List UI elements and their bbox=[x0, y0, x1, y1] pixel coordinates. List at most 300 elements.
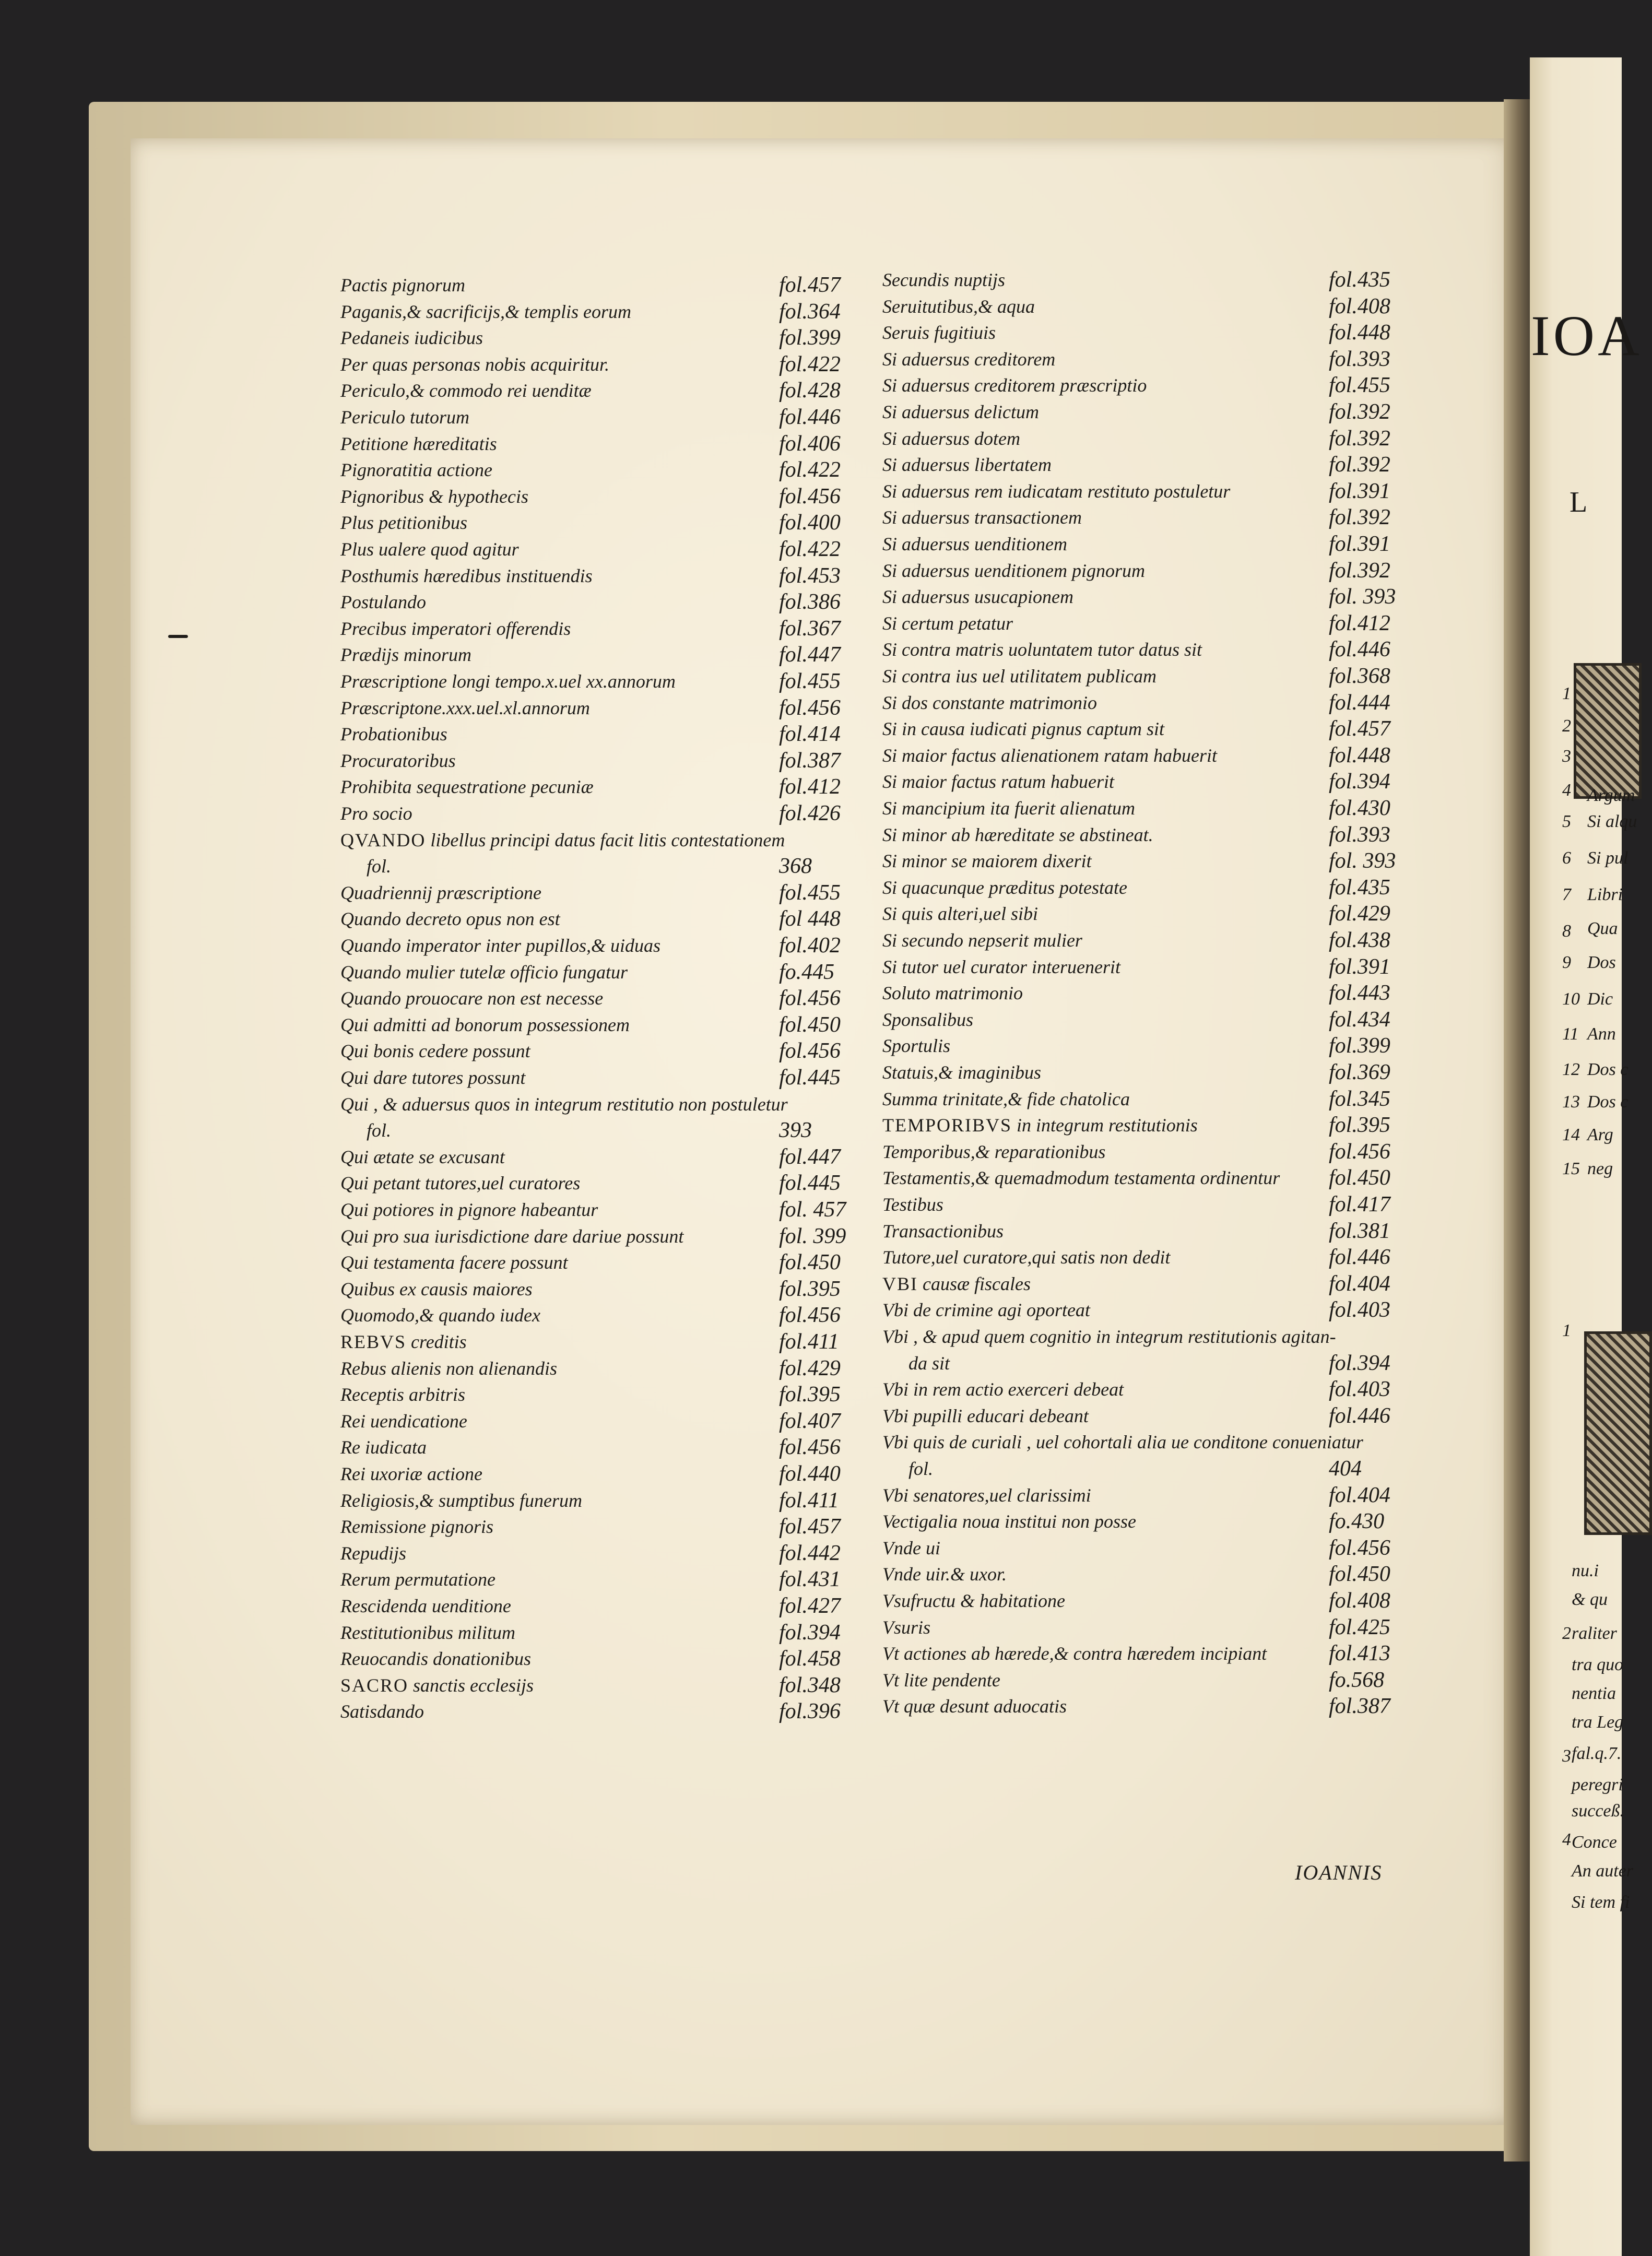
folio-reference: fol.394 bbox=[1329, 770, 1390, 794]
margin-number: 5 bbox=[1562, 812, 1571, 831]
index-entry bbox=[340, 590, 426, 613]
folio-reference: fol.367 bbox=[779, 616, 841, 641]
entry-title: Qui admitti ad bonorum possessionem bbox=[340, 1014, 630, 1035]
facing-page-text: Argum bbox=[1587, 786, 1635, 805]
index-entry bbox=[882, 1589, 1065, 1612]
entry-title: Qui pro sua iurisdictione dare dariue possunt bbox=[340, 1225, 684, 1247]
index-entry bbox=[340, 1198, 598, 1221]
entry-title: Si minor se maiorem dixerit bbox=[882, 851, 1092, 872]
folio-reference: fol.404 bbox=[1329, 1483, 1390, 1507]
entry-title: Pignoratitia actione bbox=[340, 459, 492, 481]
entry-title: libellus principi datus facit litis contestationem bbox=[430, 829, 785, 851]
entry-title: Si aduersus libertatem bbox=[882, 454, 1052, 476]
facing-page-text: nu.i bbox=[1572, 1561, 1599, 1580]
folio-reference: fol.455 bbox=[1329, 373, 1390, 398]
index-entry bbox=[882, 268, 1005, 291]
index-entry bbox=[340, 1489, 582, 1512]
entry-title: Quando prouocare non est necesse bbox=[340, 988, 604, 1009]
entry-title: Summa trinitate,& fide chatolica bbox=[882, 1088, 1130, 1109]
index-entry bbox=[882, 797, 1135, 820]
index-entry bbox=[340, 1647, 531, 1670]
index-entry bbox=[340, 1383, 465, 1406]
folio-reference: fol.403 bbox=[1329, 1298, 1390, 1322]
index-entry bbox=[882, 849, 1092, 872]
entry-title: Qui dare tutores possunt bbox=[340, 1067, 526, 1088]
folio-reference: fol.391 bbox=[1329, 954, 1390, 979]
entry-title: Qui petant tutores,uel curatores bbox=[340, 1173, 581, 1194]
folio-reference: fol.428 bbox=[779, 379, 841, 403]
index-entry bbox=[882, 506, 1082, 529]
index-entry bbox=[882, 1246, 1170, 1269]
entry-title: Satisdando bbox=[340, 1701, 424, 1722]
index-entry bbox=[882, 1166, 1280, 1189]
folio-reference: fol.395 bbox=[779, 1277, 841, 1301]
folio-reference: fol.425 bbox=[1329, 1615, 1390, 1639]
index-entry bbox=[882, 982, 1023, 1005]
entry-lead-word: VBI bbox=[882, 1273, 918, 1294]
entry-title: Si dos constante matrimonio bbox=[882, 692, 1097, 713]
entry-title: Per quas personas nobis acquiritur. bbox=[340, 353, 610, 375]
index-entry bbox=[340, 749, 456, 772]
facing-page-text: Qua bbox=[1587, 919, 1618, 938]
entry-title: Repudijs bbox=[340, 1542, 406, 1564]
folio-reference: fol.445 bbox=[779, 1066, 841, 1090]
index-entry bbox=[340, 723, 447, 746]
index-entry bbox=[340, 1515, 493, 1538]
catchword: IOANNIS bbox=[1295, 1861, 1383, 1884]
folio-reference: fol. 393 bbox=[1329, 849, 1396, 873]
entry-title: Vt actiones ab hærede,& contra hæredem incipiant bbox=[882, 1643, 1267, 1664]
folio-reference: fol.455 bbox=[779, 880, 841, 905]
entry-title: Si maior factus ratum habuerit bbox=[882, 771, 1115, 793]
index-entry bbox=[882, 691, 1097, 714]
facing-page-text: Si pul bbox=[1587, 848, 1629, 868]
facing-page-text: Conce bbox=[1572, 1833, 1617, 1852]
folio-reference: fol.456 bbox=[779, 986, 841, 1011]
folio-reference: fol.395 bbox=[1329, 1113, 1390, 1138]
index-entry bbox=[882, 374, 1147, 397]
entry-title: Quando decreto opus non est bbox=[340, 908, 560, 930]
index-entry bbox=[882, 1008, 973, 1031]
index-entry bbox=[340, 564, 593, 587]
folio-reference: fo.445 bbox=[779, 960, 835, 984]
index-entry bbox=[882, 1484, 1091, 1507]
index-entry bbox=[882, 1298, 1090, 1321]
index-entry bbox=[340, 485, 528, 508]
index-entry bbox=[882, 533, 1067, 556]
index-entry bbox=[340, 326, 483, 349]
index-entry bbox=[340, 1594, 511, 1617]
entry-continuation: fol. bbox=[367, 856, 392, 877]
entry-title: Paganis,& sacrificijs,& templis eorum bbox=[340, 301, 631, 322]
entry-continuation: da sit bbox=[908, 1352, 950, 1374]
index-entry bbox=[340, 1462, 482, 1485]
entry-title: Qui potiores in pignore habeantur bbox=[340, 1199, 598, 1220]
margin-number: 3 bbox=[1562, 747, 1571, 766]
folio-reference: fol.456 bbox=[779, 1303, 841, 1328]
folio-reference: fol.413 bbox=[1329, 1641, 1390, 1666]
entry-title: Præscriptione longi tempo.x.uel xx.annorum bbox=[340, 671, 676, 692]
folio-reference: fol. 399 bbox=[779, 1224, 846, 1248]
folio-reference: fol 448 bbox=[779, 907, 841, 931]
index-entry bbox=[882, 612, 1013, 635]
folio-reference: fol.422 bbox=[779, 352, 841, 376]
index-entry bbox=[882, 1114, 1198, 1137]
entry-title: Si contra matris uoluntatem tutor datus sit bbox=[882, 639, 1202, 660]
folio-reference: fol.447 bbox=[779, 1144, 841, 1169]
index-entry bbox=[882, 295, 1035, 318]
entry-title: Si secundo nepserit mulier bbox=[882, 930, 1082, 951]
entry-title: Petitione hæreditatis bbox=[340, 433, 497, 454]
entry-title: Si quacunque præditus potestate bbox=[882, 877, 1127, 898]
folio-reference: fol.456 bbox=[779, 1039, 841, 1064]
folio-reference: fol.457 bbox=[779, 1515, 841, 1539]
folio-reference: fol.368 bbox=[1329, 664, 1390, 688]
index-entry bbox=[882, 638, 1202, 661]
index-entry bbox=[882, 1220, 1004, 1243]
facing-page-letter: L bbox=[1570, 486, 1588, 518]
folio-reference: fol.429 bbox=[779, 1356, 841, 1380]
facing-page-text: Arg bbox=[1587, 1125, 1613, 1144]
index-entry bbox=[882, 348, 1055, 371]
margin-number: 1 bbox=[1562, 684, 1571, 703]
entry-continuation: fol. bbox=[367, 1120, 392, 1141]
index-entry bbox=[882, 1140, 1105, 1163]
folio-reference: fol.447 bbox=[779, 643, 841, 667]
entry-title: Seruis fugitiuis bbox=[882, 322, 996, 344]
margin-number: 4 bbox=[1562, 781, 1571, 800]
folio-reference: fol.412 bbox=[1329, 611, 1390, 635]
entry-title: Religiosis,& sumptibus funerum bbox=[340, 1490, 583, 1511]
folio-reference: fol.391 bbox=[1329, 532, 1390, 556]
folio-reference: fol.456 bbox=[779, 484, 841, 509]
entry-title: Si aduersus delictum bbox=[882, 401, 1039, 422]
entry-title: Testibus bbox=[882, 1194, 943, 1215]
entry-title: Vnde uir.& uxor. bbox=[882, 1564, 1007, 1585]
folio-reference: 393 bbox=[779, 1118, 812, 1143]
entry-title: Vbi senatores,uel clarissimi bbox=[882, 1484, 1091, 1506]
folio-reference: fol.369 bbox=[1329, 1060, 1390, 1084]
entry-title: Vbi in rem actio exerceri debeat bbox=[882, 1379, 1124, 1400]
entry-title: Quibus ex causis maiores bbox=[340, 1278, 533, 1300]
folio-reference: fol.434 bbox=[1329, 1007, 1390, 1032]
index-entry bbox=[882, 1061, 1041, 1084]
entry-title: Si aduersus transactionem bbox=[882, 507, 1082, 528]
entry-title: Vbi , & apud quem cognitio in integrum restitutionis agitan- bbox=[882, 1326, 1336, 1347]
entry-title: Vt lite pendente bbox=[882, 1669, 1000, 1691]
index-entry bbox=[882, 480, 1230, 503]
index-entry bbox=[340, 1304, 540, 1327]
folio-reference: fol.445 bbox=[779, 1171, 841, 1196]
folio-reference: fol.387 bbox=[1329, 1694, 1390, 1719]
facing-page-text: Libri bbox=[1587, 885, 1623, 904]
folio-reference: fol.381 bbox=[1329, 1219, 1390, 1243]
entry-title: Præscriptone.xxx.uel.xl.annorum bbox=[340, 697, 590, 718]
folio-reference: fol.395 bbox=[779, 1383, 841, 1407]
decorated-initial-icon bbox=[1574, 663, 1642, 799]
margin-number: 9 bbox=[1562, 953, 1571, 972]
entry-title: Si in causa iudicati pignus captum sit bbox=[882, 718, 1164, 740]
index-entry bbox=[882, 1088, 1130, 1111]
folio-reference: fol.446 bbox=[1329, 637, 1390, 662]
folio-reference: fol.427 bbox=[779, 1594, 841, 1618]
entry-title: Plus ualere quod agitur bbox=[340, 539, 519, 560]
entry-title: Statuis,& imaginibus bbox=[882, 1062, 1042, 1083]
entry-title: Si tutor uel curator interuenerit bbox=[882, 956, 1120, 977]
index-entry bbox=[340, 617, 571, 640]
index-entry bbox=[340, 881, 541, 904]
index-entry bbox=[340, 643, 471, 666]
margin-number: 4 bbox=[1562, 1830, 1571, 1849]
folio-reference: fol.457 bbox=[779, 273, 841, 297]
index-entry bbox=[340, 1436, 427, 1459]
entry-title: Qui , & aduersus quos in integrum restitutio non postuletur bbox=[340, 1093, 788, 1115]
entry-title: Vt quæ desunt aduocatis bbox=[882, 1696, 1067, 1717]
entry-title: Si aduersus creditorem bbox=[882, 348, 1056, 370]
facing-page-text: nentia bbox=[1572, 1684, 1616, 1703]
entry-lead-word: TEMPORIBVS bbox=[882, 1115, 1012, 1136]
margin-number: 6 bbox=[1562, 848, 1571, 868]
entry-title: Rei uxoriæ actione bbox=[340, 1463, 482, 1484]
index-entry bbox=[340, 1145, 505, 1168]
folio-reference: fol.438 bbox=[1329, 928, 1390, 952]
folio-reference: fol.417 bbox=[1329, 1192, 1390, 1216]
folio-reference: fol.406 bbox=[779, 431, 841, 456]
index-entry bbox=[340, 406, 469, 429]
decorated-initial-icon-2 bbox=[1584, 1331, 1652, 1535]
entry-title: Quando mulier tutelæ officio fungatur bbox=[340, 961, 628, 983]
index-entry bbox=[340, 432, 497, 455]
folio-reference: fol.446 bbox=[1329, 1403, 1390, 1428]
entry-title: Pactis pignorum bbox=[340, 275, 465, 296]
folio-reference: fol.455 bbox=[779, 669, 841, 693]
index-entry bbox=[882, 955, 1120, 978]
folio-reference: fol. 393 bbox=[1329, 585, 1396, 609]
folio-reference: fol.414 bbox=[779, 722, 841, 747]
entry-title: Si aduersus usucapionem bbox=[882, 586, 1073, 608]
folio-reference: fol.402 bbox=[779, 934, 841, 958]
folio-reference: fol.403 bbox=[1329, 1377, 1390, 1402]
margin-number: 2 bbox=[1562, 716, 1571, 736]
entry-title: Restitutionibus militum bbox=[340, 1622, 516, 1643]
folio-reference: fol.412 bbox=[779, 775, 841, 799]
entry-title: Posthumis hæredibus instituendis bbox=[340, 565, 593, 586]
facing-page-heading: IOA bbox=[1531, 304, 1643, 368]
entry-title: Postulando bbox=[340, 592, 427, 613]
folio-reference: fo.568 bbox=[1329, 1668, 1385, 1692]
index-entry bbox=[882, 717, 1164, 740]
index-entry bbox=[340, 353, 609, 376]
folio-reference: fol.348 bbox=[779, 1673, 841, 1697]
index-entry bbox=[340, 1330, 467, 1353]
margin-number: 3 bbox=[1562, 1746, 1571, 1766]
index-entry bbox=[340, 300, 631, 323]
folio-reference: fol.387 bbox=[779, 748, 841, 773]
index-entry bbox=[340, 1093, 788, 1116]
facing-page-text: succeß. bbox=[1572, 1801, 1625, 1821]
index-entry bbox=[340, 274, 465, 297]
entry-title: Si aduersus creditorem præscriptio bbox=[882, 375, 1147, 396]
folio-reference: fol.444 bbox=[1329, 690, 1390, 715]
margin-number: 8 bbox=[1562, 922, 1571, 941]
index-entry bbox=[340, 696, 590, 719]
entry-title: Procuratoribus bbox=[340, 750, 456, 771]
facing-page-text: fal.q.7. bbox=[1572, 1744, 1622, 1763]
folio-reference: fol.396 bbox=[779, 1699, 841, 1724]
index-entry bbox=[882, 902, 1038, 925]
folio-reference: fol.458 bbox=[779, 1647, 841, 1671]
folio-reference: fol.422 bbox=[779, 458, 841, 482]
folio-reference: fol.446 bbox=[779, 405, 841, 429]
entry-title: Si maior factus alienationem ratam habuerit bbox=[882, 745, 1217, 766]
folio-reference: fol.411 bbox=[779, 1330, 839, 1354]
folio-reference: fol.456 bbox=[1329, 1536, 1390, 1560]
entry-title: Rescidenda uenditione bbox=[340, 1596, 511, 1616]
index-entry bbox=[340, 934, 660, 957]
entry-title: Probationibus bbox=[340, 724, 447, 745]
folio-reference: fol.450 bbox=[779, 1012, 841, 1037]
index-entry bbox=[340, 1172, 580, 1195]
entry-lead-word: QVANDO bbox=[340, 829, 426, 851]
entry-title: Testamentis,& quemadmodum testamenta ordinentur bbox=[882, 1167, 1280, 1189]
index-entry bbox=[882, 400, 1039, 423]
margin-number: 11 bbox=[1562, 1024, 1579, 1044]
entry-title: Remissione pignoris bbox=[340, 1516, 493, 1538]
entry-title: Reuocandis donationibus bbox=[340, 1648, 531, 1670]
entry-title: Vbi de crimine agi oporteat bbox=[882, 1300, 1090, 1321]
facing-page-text: peregri bbox=[1572, 1775, 1623, 1794]
index-entry bbox=[340, 1066, 525, 1089]
folio-reference: fol.364 bbox=[779, 299, 841, 324]
folio-reference: fol.393 bbox=[1329, 347, 1390, 371]
folio-reference: fol.422 bbox=[779, 537, 841, 561]
folio-reference: fol.411 bbox=[779, 1488, 839, 1513]
margin-number: 15 bbox=[1562, 1159, 1580, 1178]
folio-reference: 404 bbox=[1329, 1457, 1362, 1481]
margin-number: 14 bbox=[1562, 1125, 1580, 1144]
entry-title: in integrum restitutionis bbox=[1017, 1115, 1198, 1136]
folio-reference: fol.430 bbox=[1329, 796, 1390, 820]
entry-title: Pignoribus & hypothecis bbox=[340, 486, 528, 507]
entry-title: Rei uendicatione bbox=[340, 1410, 467, 1432]
margin-number: 10 bbox=[1562, 989, 1580, 1009]
margin-number: 12 bbox=[1562, 1060, 1580, 1079]
index-entry bbox=[340, 538, 519, 561]
folio-reference: fol.394 bbox=[779, 1620, 841, 1645]
entry-continuation: fol. bbox=[908, 1458, 934, 1479]
index-entry bbox=[882, 427, 1020, 450]
folio-reference: fol.345 bbox=[1329, 1086, 1390, 1111]
index-entry bbox=[882, 1431, 1363, 1454]
index-entry bbox=[340, 1278, 533, 1301]
folio-reference: fol.399 bbox=[779, 326, 841, 350]
folio-reference: 368 bbox=[779, 854, 812, 879]
entry-title: Seruitutibus,& aqua bbox=[882, 296, 1035, 317]
entry-title: Vsuris bbox=[882, 1616, 931, 1638]
entry-title: Temporibus,& reparationibus bbox=[882, 1141, 1106, 1162]
index-entry bbox=[882, 321, 996, 344]
entry-title: Periculo tutorum bbox=[340, 407, 469, 428]
folio-reference: fol.400 bbox=[779, 511, 841, 535]
index-entry bbox=[882, 1034, 950, 1057]
entry-title: Pedaneis iudicibus bbox=[340, 327, 483, 349]
index-entry bbox=[882, 1272, 1031, 1295]
facing-page-text: neg bbox=[1587, 1159, 1613, 1178]
entry-title: Pro socio bbox=[340, 803, 412, 824]
entry-title: Re iudicata bbox=[340, 1437, 427, 1458]
index-entry bbox=[340, 1357, 557, 1380]
folio-reference: fol.435 bbox=[1329, 268, 1390, 292]
facing-page-text: Ann bbox=[1587, 1024, 1616, 1044]
folio-reference: fol.392 bbox=[1329, 505, 1390, 530]
entry-title: Plus petitionibus bbox=[340, 512, 467, 534]
folio-reference: fol. 457 bbox=[779, 1198, 846, 1222]
facing-page-text: Si alqu bbox=[1587, 812, 1637, 831]
index-entry bbox=[340, 1225, 683, 1248]
index-entry bbox=[340, 987, 603, 1010]
index-entry bbox=[882, 585, 1073, 608]
folio-reference: fol.404 bbox=[1329, 1271, 1390, 1296]
folio-reference: fol.456 bbox=[779, 1435, 841, 1460]
folio-reference: fol.392 bbox=[1329, 453, 1390, 477]
folio-reference: fol.440 bbox=[779, 1462, 841, 1486]
facing-page-text: Dos c bbox=[1587, 1060, 1629, 1079]
facing-page-text: Dos c bbox=[1587, 1092, 1629, 1112]
entry-lead-word: SACRO bbox=[340, 1674, 409, 1696]
facing-page-text: Si tem fi bbox=[1572, 1893, 1630, 1912]
index-entry bbox=[882, 1510, 1136, 1533]
index-entry bbox=[882, 1378, 1124, 1401]
entry-title: creditis bbox=[411, 1331, 467, 1352]
entry-title: Qui testamenta facere possunt bbox=[340, 1252, 568, 1273]
index-entry bbox=[340, 1621, 515, 1644]
index-entry bbox=[882, 823, 1153, 846]
entry-title: Si certum petatur bbox=[882, 612, 1013, 634]
index-entry bbox=[340, 1251, 568, 1274]
index-entry bbox=[340, 829, 785, 852]
entry-title: Secundis nuptijs bbox=[882, 269, 1005, 290]
index-entry bbox=[340, 1013, 630, 1036]
entry-title: Transactionibus bbox=[882, 1220, 1004, 1242]
folio-reference: fol.456 bbox=[1329, 1139, 1390, 1164]
folio-reference: fol.394 bbox=[1329, 1351, 1390, 1375]
entry-title: Prohibita sequestratione pecuniæ bbox=[340, 776, 594, 798]
margin-number: 13 bbox=[1562, 1092, 1580, 1112]
entry-title: Quadriennij præscriptione bbox=[340, 882, 541, 903]
entry-title: Vsufructu & habitatione bbox=[882, 1590, 1065, 1611]
folio-reference: fol.408 bbox=[1329, 1589, 1390, 1613]
index-entry bbox=[340, 775, 594, 798]
folio-reference: fol.426 bbox=[779, 801, 841, 825]
entry-title: Si aduersus dotem bbox=[882, 428, 1020, 449]
index-entry bbox=[340, 511, 467, 534]
folio-reference: fol.393 bbox=[1329, 822, 1390, 847]
entry-title: Vbi pupilli educari debeant bbox=[882, 1405, 1089, 1426]
folio-reference: fol.450 bbox=[779, 1250, 841, 1275]
entry-title: Si mancipium ita fuerit alienatum bbox=[882, 798, 1135, 819]
entry-title: Tutore,uel curatore,qui satis non dedit bbox=[882, 1247, 1171, 1268]
entry-title: causæ fiscales bbox=[923, 1273, 1031, 1294]
entry-title: Quando imperator inter pupillos,& uiduas bbox=[340, 935, 661, 956]
folio-reference: fol.457 bbox=[1329, 717, 1390, 741]
index-entry bbox=[882, 744, 1217, 767]
margin-number: 1 bbox=[1562, 1321, 1571, 1340]
entry-lead-word: REBVS bbox=[340, 1331, 407, 1352]
index-entry bbox=[340, 1542, 406, 1565]
entry-title: sanctis ecclesijs bbox=[413, 1674, 534, 1696]
index-entry bbox=[340, 961, 628, 984]
index-entry bbox=[340, 907, 560, 930]
